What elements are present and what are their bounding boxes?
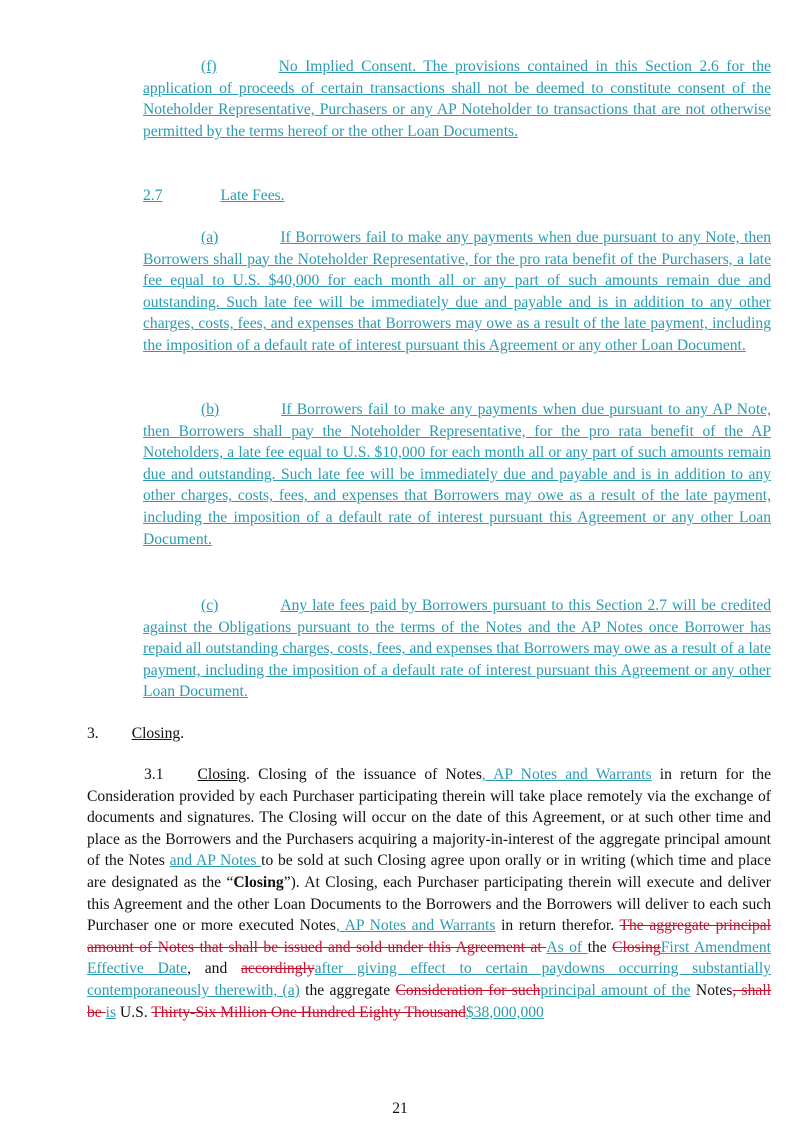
inserted-text [143, 229, 771, 354]
section-heading: Closing [197, 766, 247, 783]
inserted-text: As of [546, 938, 588, 956]
inserted-text: , AP Notes and Warrants [336, 917, 496, 935]
subsection-body: If Borrowers fail to make any payments when due pursuant to any Note, then Borrowers shall pay the Noteholder Representative, for the pro rata benefit of the Purchasers, a late fee equal to U.S. $40,000 for each month all or any part of such amounts remain due and outstanding. Such late fee will be immediately due and payable and is in addition to any other charges, costs, fees, and expenses that Borrowers may owe as a result of the late payment, including the imposition of a default rate of interest pursuant this Agreement or any other Loan Document. [143, 229, 771, 354]
subsection-body: Any late fees paid by Borrowers pursuant to this Section 2.7 will be credited against the Obligations pursuant to the terms of the Notes and the AP Notes once Borrower has repaid all outstanding charges, costs, fees, and expenses that Borrowers may owe as a result of a late payment, including the imposition of a default rate of interest pursuant this Agreement or any other Loan Document. [143, 597, 771, 701]
section-2-7-c [143, 595, 771, 703]
defined-term: Closing [233, 873, 284, 891]
inserted-text: is [105, 1003, 117, 1021]
section-2-6-f [143, 56, 771, 142]
deleted-text: The aggregate principal amount of Notes that shall be issued and sold under this Agreement at [87, 917, 772, 956]
body-text: in return for the Consideration provided by each Purchaser participating therein will take place remotely via the exchange of documents and signatures. The Closing will occur on the date of this Agreement, or at such other time and place as the Borrowers and the Purchasers acquiring a majority-in-interest of the aggregate principal amount of the Notes [87, 766, 771, 870]
inserted-text: after giving effect to certain paydowns occurring substantially contemporaneously therewith, (a) [87, 960, 771, 999]
subsection-label: (b) [201, 401, 220, 418]
section-2-7-b [143, 399, 771, 550]
deleted-text: Thirty-Six Million One Hundred Eighty Thousand [151, 1003, 466, 1021]
subsection-body: If Borrowers fail to make any payments when due pursuant to any AP Note, then Borrowers shall pay the Noteholder Representative, for the pro rata benefit of the AP Noteholders, a late fee equal to U.S. $10,000 for each month all or any part of such amounts remain due and outstanding. Such late fee will be immediately due and payable and is in addition to any other charges, costs, fees, and expenses that Borrowers may owe as a result of the late payment, including the imposition of a default rate of interest pursuant this Agreement or any other Loan Document. [143, 401, 771, 548]
body-text: the [587, 938, 613, 956]
page-number: 21 [392, 1100, 408, 1117]
subsection-heading: No Implied Consent. [278, 58, 417, 75]
inserted-text: $38,000,000 [465, 1003, 544, 1021]
section-3-1 [87, 764, 771, 1023]
section-2-7-heading [143, 185, 771, 207]
body-text: U.S. [116, 1003, 152, 1021]
inserted-text: , AP Notes and Warrants [481, 766, 652, 783]
section-3-heading [87, 723, 771, 745]
inserted-text [143, 187, 285, 204]
section-number: 2.7 [143, 187, 163, 204]
subsection-body: The provisions contained in this Section 2.6 for the application of proceeds of certain transactions shall not be deemed to constitute consent of the Noteholder Representative, Purchasers or any AP Noteholder to transactions that are not otherwise permitted by the terms hereof or the other Loan Documents. [143, 58, 771, 140]
body-text: , and [187, 960, 242, 978]
deleted-text: accordingly [241, 960, 315, 978]
body-text: to be sold at such Closing agree upon orally or in writing (which time and place are designated as the “ [87, 852, 771, 891]
deleted-text: Closing [612, 938, 661, 956]
body-text: in return therefor. [495, 917, 620, 935]
inserted-text: First Amendment Effective Date [87, 938, 771, 978]
section-number: 3. [87, 725, 99, 742]
section-heading: Late Fees. [220, 187, 285, 204]
inserted-text: principal amount of the [540, 981, 691, 999]
body-text: the aggregate [299, 981, 396, 999]
body-text: Notes [690, 981, 733, 999]
section-number: 3.1 [144, 766, 164, 783]
body-text: ”). At Closing, each Purchaser participating therein will execute and deliver this Agreement and the other Loan Documents to the Borrowers and the Borrowers will deliver to each such Purchaser one or more executed Notes [87, 873, 771, 935]
deleted-text: , shall be [87, 981, 772, 1021]
section-2-7-a [143, 227, 771, 357]
inserted-text [143, 58, 771, 140]
section-heading-period: . [180, 725, 185, 742]
subsection-label: (c) [201, 597, 219, 614]
inserted-text: and AP Notes [169, 852, 262, 870]
body-text: . Closing of the issuance of Notes [246, 766, 482, 783]
section-heading: Closing [131, 725, 181, 742]
inserted-text [143, 401, 771, 548]
deleted-text: Consideration for such [395, 981, 541, 999]
subsection-label: (f) [201, 58, 217, 75]
inserted-text [143, 597, 771, 700]
subsection-label: (a) [201, 229, 219, 246]
